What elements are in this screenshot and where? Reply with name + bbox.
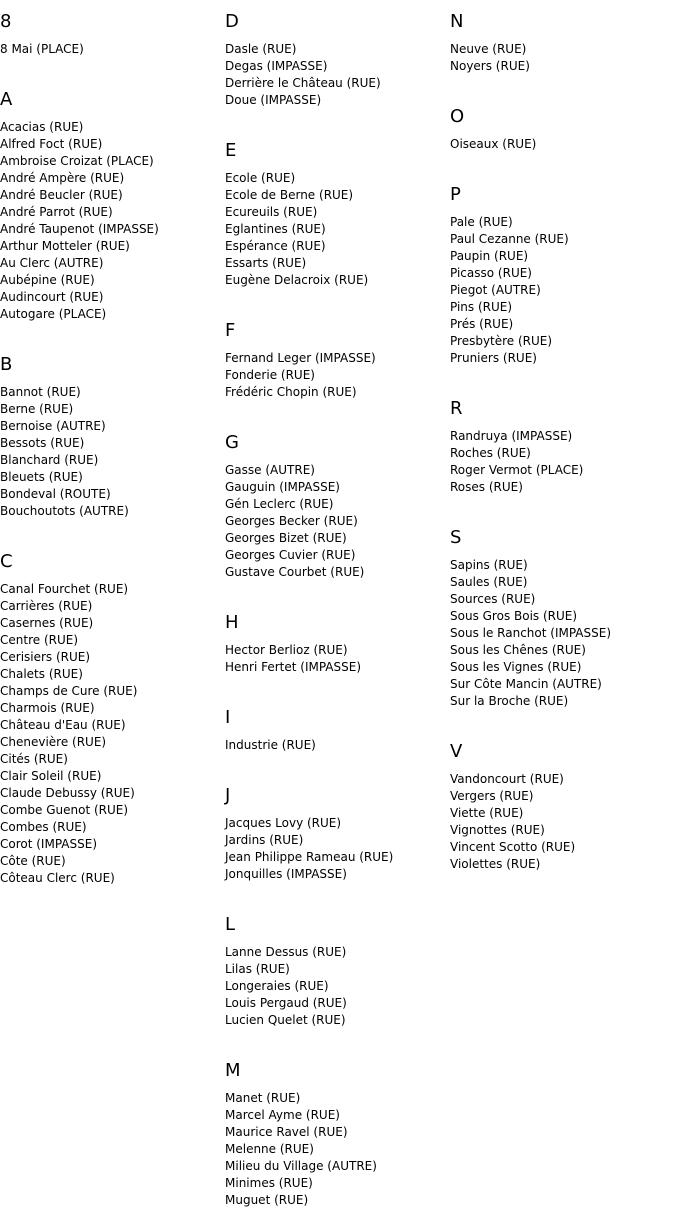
street-list-item <box>225 58 445 75</box>
street-link[interactable]: 8 Mai (PLACE) <box>0 42 84 56</box>
street-list-item <box>0 452 220 469</box>
letter-group-b <box>0 343 220 520</box>
street-link[interactable]: Bleuets (RUE) <box>0 470 83 484</box>
letter-group-v <box>450 730 670 873</box>
street-link[interactable]: Centre (RUE) <box>0 633 79 647</box>
street-link[interactable]: Blanchard (RUE) <box>0 453 99 467</box>
street-list-item <box>450 659 670 676</box>
street-link[interactable]: Vergers (RUE) <box>450 789 534 803</box>
street-list-item <box>0 503 220 520</box>
street-link[interactable]: Casernes (RUE) <box>0 616 94 630</box>
street-list-item <box>0 221 220 238</box>
street-link[interactable]: Roches (RUE) <box>450 446 531 460</box>
street-link[interactable]: Cerisiers (RUE) <box>0 650 91 664</box>
street-list-item <box>225 1012 445 1029</box>
letter-group-8 <box>0 0 220 58</box>
street-list-item <box>225 1124 445 1141</box>
street-list-item <box>0 598 220 615</box>
street-link[interactable]: Bannot (RUE) <box>0 385 81 399</box>
street-link[interactable]: Neuve (RUE) <box>450 42 527 56</box>
street-list <box>450 771 670 873</box>
street-link[interactable]: André Taupenot (IMPASSE) <box>0 222 159 236</box>
street-list-item <box>0 170 220 187</box>
street-link[interactable]: Roger Vermot (PLACE) <box>450 463 584 477</box>
street-list-item <box>450 771 670 788</box>
street-list-item <box>450 445 670 462</box>
street-link[interactable]: Sur Côte Mancin (AUTRE) <box>450 677 602 691</box>
street-list-item <box>0 734 220 751</box>
street-link[interactable]: André Beucler (RUE) <box>0 188 123 202</box>
street-link[interactable]: Château d'Eau (RUE) <box>0 718 126 732</box>
street-link[interactable]: Aubépine (RUE) <box>0 273 95 287</box>
street-list-item <box>450 642 670 659</box>
street-link[interactable]: Chalets (RUE) <box>0 667 83 681</box>
street-link[interactable]: Pruniers (RUE) <box>450 351 537 365</box>
letter-heading: H <box>225 612 239 633</box>
letter-heading: G <box>225 432 239 453</box>
street-list-item <box>225 170 445 187</box>
street-link[interactable]: Lilas (RUE) <box>225 962 290 976</box>
street-link[interactable]: Derrière le Château (RUE) <box>225 76 381 90</box>
street-list-item <box>450 839 670 856</box>
street-list <box>450 214 670 367</box>
street-link[interactable]: Prés (RUE) <box>450 317 514 331</box>
street-list-item <box>225 272 445 289</box>
street-list-item <box>0 187 220 204</box>
street-link[interactable]: Doue (IMPASSE) <box>225 93 322 107</box>
street-link[interactable]: Champs de Cure (RUE) <box>0 684 138 698</box>
street-link[interactable]: Ecole (RUE) <box>225 171 296 185</box>
street-list-item <box>0 717 220 734</box>
street-list-item <box>225 815 445 832</box>
street-list-item <box>225 978 445 995</box>
street-list <box>225 1090 445 1209</box>
street-link[interactable]: Côte (RUE) <box>0 854 66 868</box>
street-list-item <box>0 469 220 486</box>
street-list-item <box>450 856 670 873</box>
street-link[interactable]: Paul Cezanne (RUE) <box>450 232 569 246</box>
street-list-item <box>225 204 445 221</box>
street-list-item <box>0 119 220 136</box>
street-list-item <box>225 995 445 1012</box>
letter-heading: P <box>450 184 461 205</box>
street-link[interactable]: Claude Debussy (RUE) <box>0 786 135 800</box>
letter-group-m <box>225 1049 445 1209</box>
street-list-item <box>450 316 670 333</box>
street-link[interactable]: Pale (RUE) <box>450 215 513 229</box>
street-list-item <box>225 350 445 367</box>
street-link[interactable]: Hector Berlioz (RUE) <box>225 643 348 657</box>
street-list-item <box>450 462 670 479</box>
street-list-item <box>0 289 220 306</box>
street-list-item <box>0 581 220 598</box>
street-link[interactable]: Fernand Leger (IMPASSE) <box>225 351 376 365</box>
street-list <box>225 642 445 676</box>
street-link[interactable]: Georges Becker (RUE) <box>225 514 358 528</box>
street-link[interactable]: Saules (RUE) <box>450 575 528 589</box>
street-link[interactable]: Degas (IMPASSE) <box>225 59 328 73</box>
street-link[interactable]: Bondeval (ROUTE) <box>0 487 111 501</box>
street-link[interactable]: Chenevière (RUE) <box>0 735 107 749</box>
street-list-item <box>225 496 445 513</box>
street-link[interactable]: Presbytère (RUE) <box>450 334 553 348</box>
street-list-item <box>0 306 220 323</box>
street-list <box>225 462 445 581</box>
street-list-item <box>225 944 445 961</box>
street-list <box>450 557 670 710</box>
letter-group-n <box>450 0 670 75</box>
street-list-item <box>225 1141 445 1158</box>
street-list-item <box>0 418 220 435</box>
street-list <box>450 136 670 153</box>
letter-heading: O <box>450 106 465 127</box>
street-list-item <box>0 272 220 289</box>
letter-group-s <box>450 516 670 710</box>
street-link[interactable]: Combe Guenot (RUE) <box>0 803 129 817</box>
street-link[interactable]: Muguet (RUE) <box>225 1193 309 1207</box>
street-list-item <box>0 870 220 887</box>
street-list-item <box>225 1158 445 1175</box>
street-list-item <box>450 625 670 642</box>
street-list-item <box>0 785 220 802</box>
street-list-item <box>225 462 445 479</box>
street-list-item <box>0 41 220 58</box>
street-link[interactable]: Bernoise (AUTRE) <box>0 419 106 433</box>
street-list <box>225 737 445 754</box>
letter-heading: R <box>450 398 463 419</box>
street-link[interactable]: Georges Bizet (RUE) <box>225 531 347 545</box>
letter-heading: L <box>225 914 236 935</box>
letter-group-c <box>0 540 220 887</box>
street-index-column-2 <box>225 0 445 1229</box>
street-list-item <box>225 1090 445 1107</box>
street-link[interactable]: Jean Philippe Rameau (RUE) <box>225 850 394 864</box>
street-link[interactable]: Sous les Vignes (RUE) <box>450 660 582 674</box>
street-list <box>225 350 445 401</box>
street-list-item <box>0 401 220 418</box>
street-list-item <box>0 768 220 785</box>
street-list-item <box>0 649 220 666</box>
street-list-item <box>450 676 670 693</box>
street-list-item <box>0 136 220 153</box>
street-link[interactable]: Espérance (RUE) <box>225 239 326 253</box>
street-list-item <box>0 615 220 632</box>
street-list <box>225 815 445 883</box>
street-link[interactable]: Ecureuils (RUE) <box>225 205 318 219</box>
street-link[interactable]: Ecole de Berne (RUE) <box>225 188 354 202</box>
street-link[interactable]: Ambroise Croizat (PLACE) <box>0 154 154 168</box>
letter-heading: I <box>225 707 231 728</box>
street-link[interactable]: Sources (RUE) <box>450 592 536 606</box>
street-link[interactable]: Bouchoutots (AUTRE) <box>0 504 129 518</box>
letter-group-p <box>450 173 670 367</box>
street-list-item <box>0 238 220 255</box>
street-link[interactable]: Minimes (RUE) <box>225 1176 313 1190</box>
street-link[interactable]: Audincourt (RUE) <box>0 290 104 304</box>
letter-heading: E <box>225 140 237 161</box>
street-link[interactable]: Berne (RUE) <box>0 402 74 416</box>
street-link[interactable]: Bessots (RUE) <box>0 436 85 450</box>
street-list-item <box>0 666 220 683</box>
street-list-item <box>450 822 670 839</box>
letter-group-j <box>225 774 445 883</box>
street-list-item <box>225 92 445 109</box>
street-link[interactable]: Piegot (AUTRE) <box>450 283 541 297</box>
street-list-item <box>0 384 220 401</box>
street-list <box>225 41 445 109</box>
street-link[interactable]: Georges Cuvier (RUE) <box>225 548 356 562</box>
street-list-item <box>0 819 220 836</box>
street-list-item <box>450 333 670 350</box>
street-link[interactable]: Vincent Scotto (RUE) <box>450 840 576 854</box>
street-list-item <box>225 961 445 978</box>
street-list-item <box>225 41 445 58</box>
street-list-item <box>450 479 670 496</box>
letter-group-g <box>225 421 445 581</box>
street-link[interactable]: Lucien Quelet (RUE) <box>225 1013 346 1027</box>
street-link[interactable]: Louis Pergaud (RUE) <box>225 996 347 1010</box>
street-list-item <box>450 248 670 265</box>
street-link[interactable]: Fonderie (RUE) <box>225 368 315 382</box>
street-link[interactable]: Au Clerc (AUTRE) <box>0 256 104 270</box>
street-link[interactable]: Gustave Courbet (RUE) <box>225 565 365 579</box>
street-list-item <box>225 1107 445 1124</box>
street-list-item <box>225 1192 445 1209</box>
street-link[interactable]: Marcel Ayme (RUE) <box>225 1108 340 1122</box>
letter-heading: F <box>225 320 236 341</box>
street-link[interactable]: Cités (RUE) <box>0 752 68 766</box>
street-list-item <box>0 486 220 503</box>
street-link[interactable]: Sur la Broche (RUE) <box>450 694 569 708</box>
street-link[interactable]: Essarts (RUE) <box>225 256 307 270</box>
street-link[interactable]: Charmois (RUE) <box>0 701 95 715</box>
street-list <box>0 119 220 323</box>
street-link[interactable]: Sous Gros Bois (RUE) <box>450 609 578 623</box>
letter-heading: A <box>0 89 13 110</box>
street-link[interactable]: Roses (RUE) <box>450 480 523 494</box>
street-list <box>225 944 445 1029</box>
street-list-item <box>225 564 445 581</box>
street-list-item <box>225 659 445 676</box>
letter-heading: S <box>450 527 462 548</box>
letter-heading: J <box>225 785 231 806</box>
street-link[interactable]: André Ampère (RUE) <box>0 171 125 185</box>
street-list-item <box>0 632 220 649</box>
street-link[interactable]: Sapins (RUE) <box>450 558 528 572</box>
street-list-item <box>450 591 670 608</box>
street-list-item <box>0 255 220 272</box>
street-link[interactable]: André Parrot (RUE) <box>0 205 113 219</box>
letter-group-l <box>225 903 445 1029</box>
street-list-item <box>225 530 445 547</box>
street-link[interactable]: Arthur Motteler (RUE) <box>0 239 130 253</box>
street-link[interactable]: Combes (RUE) <box>0 820 87 834</box>
street-list-item <box>450 282 670 299</box>
street-link[interactable]: Sous le Ranchot (IMPASSE) <box>450 626 612 640</box>
street-list <box>0 384 220 520</box>
street-list-item <box>0 700 220 717</box>
street-list <box>0 581 220 887</box>
letter-group-o <box>450 95 670 153</box>
street-link[interactable]: Eugène Delacroix (RUE) <box>225 273 369 287</box>
street-list-item <box>0 204 220 221</box>
letter-heading: B <box>0 354 13 375</box>
street-link[interactable]: Côteau Clerc (RUE) <box>0 871 115 885</box>
street-list-item <box>450 428 670 445</box>
street-list <box>450 428 670 496</box>
letter-heading: N <box>450 11 464 32</box>
street-link[interactable]: Alfred Foct (RUE) <box>0 137 103 151</box>
street-link[interactable]: Eglantines (RUE) <box>225 222 326 236</box>
street-list-item <box>0 153 220 170</box>
street-index-column-1 <box>0 0 220 907</box>
street-index-column-3 <box>450 0 670 893</box>
street-list-item <box>0 683 220 700</box>
street-link[interactable]: Canal Fourchet (RUE) <box>0 582 129 596</box>
letter-heading: C <box>0 551 13 572</box>
street-list-item <box>225 479 445 496</box>
street-list-item <box>450 788 670 805</box>
street-link[interactable]: Jonquilles (IMPASSE) <box>225 867 347 881</box>
letter-group-i <box>225 696 445 754</box>
street-link[interactable]: Paupin (RUE) <box>450 249 529 263</box>
street-link[interactable]: Jardins (RUE) <box>225 833 304 847</box>
street-list-item <box>0 853 220 870</box>
street-link[interactable]: Gauguin (IMPASSE) <box>225 480 340 494</box>
letter-group-r <box>450 387 670 496</box>
street-list-item <box>450 608 670 625</box>
street-list-item <box>225 221 445 238</box>
street-list-item <box>450 136 670 153</box>
street-link[interactable]: Oiseaux (RUE) <box>450 137 537 151</box>
street-list-item <box>450 58 670 75</box>
street-link[interactable]: Randruya (IMPASSE) <box>450 429 573 443</box>
street-list-item <box>450 574 670 591</box>
street-link[interactable]: Gén Leclerc (RUE) <box>225 497 334 511</box>
street-list-item <box>225 849 445 866</box>
street-list-item <box>225 367 445 384</box>
letter-group-a <box>0 78 220 323</box>
street-link[interactable]: Dasle (RUE) <box>225 42 297 56</box>
street-link[interactable]: Vandoncourt (RUE) <box>450 772 564 786</box>
street-list-item <box>0 802 220 819</box>
street-list-item <box>0 435 220 452</box>
street-link[interactable]: Sous les Chênes (RUE) <box>450 643 586 657</box>
street-list-item <box>225 642 445 659</box>
street-list-item <box>450 805 670 822</box>
street-list-item <box>450 214 670 231</box>
street-list-item <box>450 265 670 282</box>
street-list-item <box>450 350 670 367</box>
street-link[interactable]: Picasso (RUE) <box>450 266 532 280</box>
street-link[interactable]: Industrie (RUE) <box>225 738 316 752</box>
street-link[interactable]: Henri Fertet (IMPASSE) <box>225 660 362 674</box>
street-list-item <box>225 187 445 204</box>
street-link[interactable]: Viette (RUE) <box>450 806 524 820</box>
street-link[interactable]: Gasse (AUTRE) <box>225 463 315 477</box>
street-list-item <box>225 255 445 272</box>
letter-heading: D <box>225 11 239 32</box>
street-link[interactable]: Noyers (RUE) <box>450 59 530 73</box>
street-link[interactable]: Clair Soleil (RUE) <box>0 769 102 783</box>
street-list-item <box>225 75 445 92</box>
street-link[interactable]: Maurice Ravel (RUE) <box>225 1125 348 1139</box>
street-link[interactable]: Corot (IMPASSE) <box>0 837 98 851</box>
street-list-item <box>225 384 445 401</box>
street-list-item <box>225 513 445 530</box>
street-link[interactable]: Melenne (RUE) <box>225 1142 314 1156</box>
street-list-item <box>450 557 670 574</box>
street-list-item <box>225 866 445 883</box>
letter-heading: V <box>450 741 463 762</box>
street-list-item <box>225 832 445 849</box>
letter-group-h <box>225 601 445 676</box>
letter-group-e <box>225 129 445 289</box>
street-link[interactable]: Carrières (RUE) <box>0 599 93 613</box>
street-link[interactable]: Lanne Dessus (RUE) <box>225 945 347 959</box>
street-list <box>225 170 445 289</box>
street-link[interactable]: Autogare (PLACE) <box>0 307 107 321</box>
street-link[interactable]: Pins (RUE) <box>450 300 513 314</box>
street-link[interactable]: Jacques Lovy (RUE) <box>225 816 342 830</box>
street-list-item <box>450 299 670 316</box>
street-link[interactable]: Manet (RUE) <box>225 1091 301 1105</box>
street-list <box>450 41 670 75</box>
street-list-item <box>0 836 220 853</box>
street-link[interactable]: Longeraies (RUE) <box>225 979 329 993</box>
street-list-item <box>0 751 220 768</box>
street-list-item <box>225 1175 445 1192</box>
letter-group-f <box>225 309 445 401</box>
street-link[interactable]: Vignottes (RUE) <box>450 823 545 837</box>
street-link[interactable]: Frédéric Chopin (RUE) <box>225 385 357 399</box>
street-list-item <box>450 231 670 248</box>
street-list-item <box>225 547 445 564</box>
street-link[interactable]: Milieu du Village (AUTRE) <box>225 1159 377 1173</box>
letter-group-d <box>225 0 445 109</box>
street-list-item <box>225 238 445 255</box>
letter-heading: M <box>225 1060 241 1081</box>
street-list-item <box>450 41 670 58</box>
street-link[interactable]: Violettes (RUE) <box>450 857 541 871</box>
letter-heading: 8 <box>0 11 12 32</box>
street-list <box>0 41 220 58</box>
street-list-item <box>450 693 670 710</box>
street-link[interactable]: Acacias (RUE) <box>0 120 84 134</box>
street-list-item <box>225 737 445 754</box>
